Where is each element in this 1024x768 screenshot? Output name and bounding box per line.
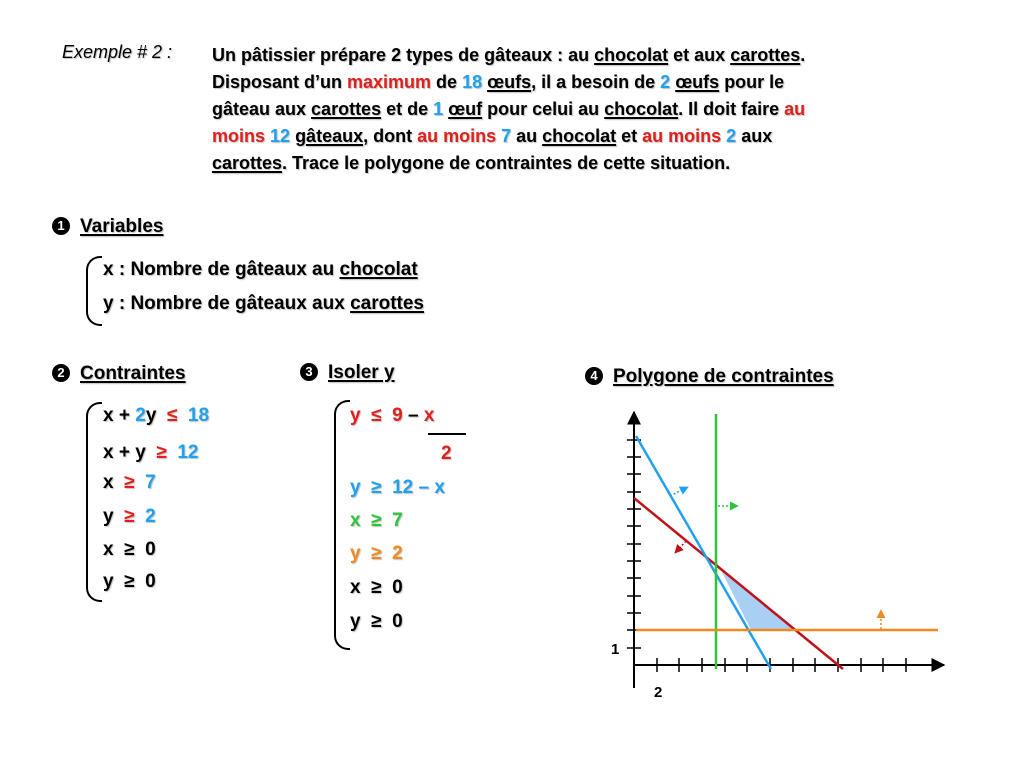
problem-line-4: moins 12 gâteaux, dont au moins 7 au chocolat et au moins 2 aux — [212, 126, 773, 146]
constraint-3: x ≥ 7 — [103, 472, 156, 493]
x-axis-ticks — [657, 658, 906, 672]
direction-arrow-blue — [670, 487, 688, 496]
polygone-title: Polygone de contraintes — [613, 366, 834, 387]
contraintes-title: Contraintes — [80, 363, 186, 384]
problem-line-1: Un pâtissier prépare 2 types de gâteaux : au chocolat et aux carottes. — [212, 45, 806, 65]
variable-y: y : Nombre de gâteaux aux carottes — [103, 293, 424, 314]
problem-text — [212, 42, 805, 177]
problem-line-3: gâteau aux carottes et de 1 œuf pour celui au chocolat. Il doit faire au — [212, 99, 806, 119]
variables-title: Variables — [80, 216, 164, 237]
bullet-3-icon: 3 — [300, 363, 318, 381]
isolated-5: x ≥ 0 — [350, 577, 403, 598]
feasible-region — [716, 560, 795, 630]
contraintes-heading — [52, 363, 186, 385]
variables-brace — [86, 256, 102, 326]
isoler-title: Isoler y — [328, 362, 395, 383]
y-axis-ticks — [627, 440, 641, 648]
polygone-heading — [585, 366, 834, 388]
isolated-3: x ≥ 7 — [350, 510, 403, 531]
line-x-plus-2y-18 — [634, 498, 843, 669]
problem-line-2: Disposant d’un maximum de 18 œufs, il a besoin de 2 œufs pour le — [212, 72, 785, 92]
constraint-6: y ≥ 0 — [103, 571, 156, 592]
fraction-bar — [428, 433, 466, 435]
variable-x: x : Nombre de gâteaux au chocolat — [103, 259, 418, 280]
contraintes-brace — [86, 402, 102, 602]
isolated-1: y ≤ 9 – x — [350, 405, 435, 426]
constraint-1: x + 2y ≤ 18 — [103, 405, 210, 426]
constraint-2: x + y ≥ 12 — [103, 442, 199, 463]
variables-heading — [52, 216, 163, 238]
x-tick-label: 2 — [654, 684, 663, 701]
direction-arrow-red — [675, 541, 686, 553]
isoler-brace — [334, 400, 350, 650]
bullet-4-icon: 4 — [585, 367, 603, 385]
bullet-1-icon: 1 — [52, 217, 70, 235]
isolated-6: y ≥ 0 — [350, 611, 403, 632]
problem-line-5: carottes. Trace le polygone de contraintes de cette situation. — [212, 153, 731, 173]
isolated-1-denominator: 2 — [441, 443, 452, 464]
isoler-heading — [300, 362, 395, 384]
isolated-2: y ≥ 12 – x — [350, 477, 445, 498]
y-tick-label: 1 — [611, 641, 620, 658]
constraint-5: x ≥ 0 — [103, 539, 156, 560]
bullet-2-icon: 2 — [52, 364, 70, 382]
example-label: Exemple # 2 : — [62, 42, 173, 62]
isolated-4: y ≥ 2 — [350, 543, 403, 564]
constraint-4: y ≥ 2 — [103, 506, 156, 527]
line-x-plus-y-12 — [636, 436, 771, 669]
